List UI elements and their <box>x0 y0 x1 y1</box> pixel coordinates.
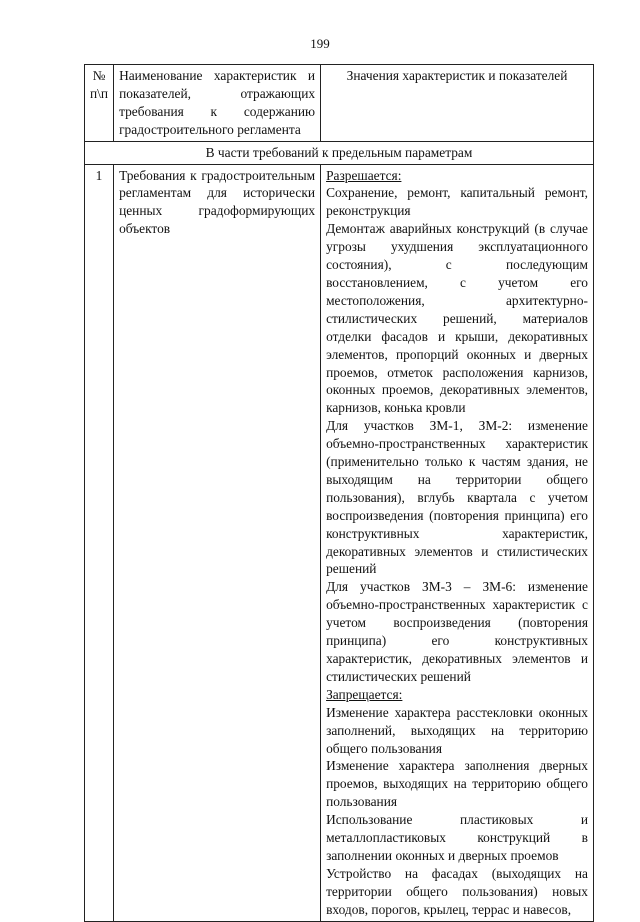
header-num: № п\п <box>85 65 114 142</box>
table-header-row <box>85 65 594 142</box>
header-value: Значения характеристик и показателей <box>321 65 594 142</box>
forbidden-item: Изменение характера заполнения дверных проемов, выходящих на территорию общего пользования <box>326 758 588 810</box>
table-row <box>85 164 594 921</box>
section-title: В части требований к предельным параметрам <box>85 141 594 164</box>
allowed-label: Разрешается: <box>326 167 402 183</box>
forbidden-item: Устройство на фасадах (выходящих на территории общего пользования) новых входов, порогов, крылец, террас и навесов, <box>326 865 588 917</box>
forbidden-label: Запрещается: <box>326 686 403 702</box>
allowed-item: Демонтаж аварийных конструкций (в случае угрозы ухудшения эксплуатационного состояния), с последующим восстановлением, с учетом его местоположения, архитектурно-стилистических решений, материалов отделки фасадов и крыши, декоративных элементов, пропорций оконных и дверных проемов, отметок расположения карнизов, оконных проемов, декоративных элементов, карнизов, конька кровли <box>326 221 588 416</box>
row-name: Требования к градостроительным регламентам для исторически ценных градоформирующих объектов <box>114 164 321 921</box>
allowed-item: Для участков ЗМ-1, ЗМ-2: изменение объемно-пространственных характеристик (применительно только к частям здания, не выходящим на территории общего пользования), вглубь квартала с учетом воспроизведения (повторения принципа) его конструктивных характеристик, декоративных элементов и стилистических решений <box>326 418 588 577</box>
row-values <box>321 164 594 921</box>
allowed-item: Сохранение, ремонт, капитальный ремонт, реконструкция <box>326 185 588 219</box>
header-name: Наименование характеристик и показателей, отражающих требования к содержанию градостроительного регламента <box>114 65 321 142</box>
section-row <box>85 141 594 164</box>
forbidden-item: Изменение характера расстекловки оконных заполнений, выходящих на территорию общего пользования <box>326 704 588 756</box>
allowed-item: Для участков ЗМ-3 – ЗМ-6: изменение объемно-пространственных характеристик с учетом воспроизведения (повторения принципа) его конструктивных характеристик, декоративных элементов и стилистических решений <box>326 579 588 684</box>
forbidden-item: Использование пластиковых и металлопластиковых конструкций в заполнении оконных и дверных проемов <box>326 812 588 863</box>
regulation-table <box>84 64 594 922</box>
row-num: 1 <box>85 164 114 921</box>
page-number: 199 <box>310 36 330 51</box>
